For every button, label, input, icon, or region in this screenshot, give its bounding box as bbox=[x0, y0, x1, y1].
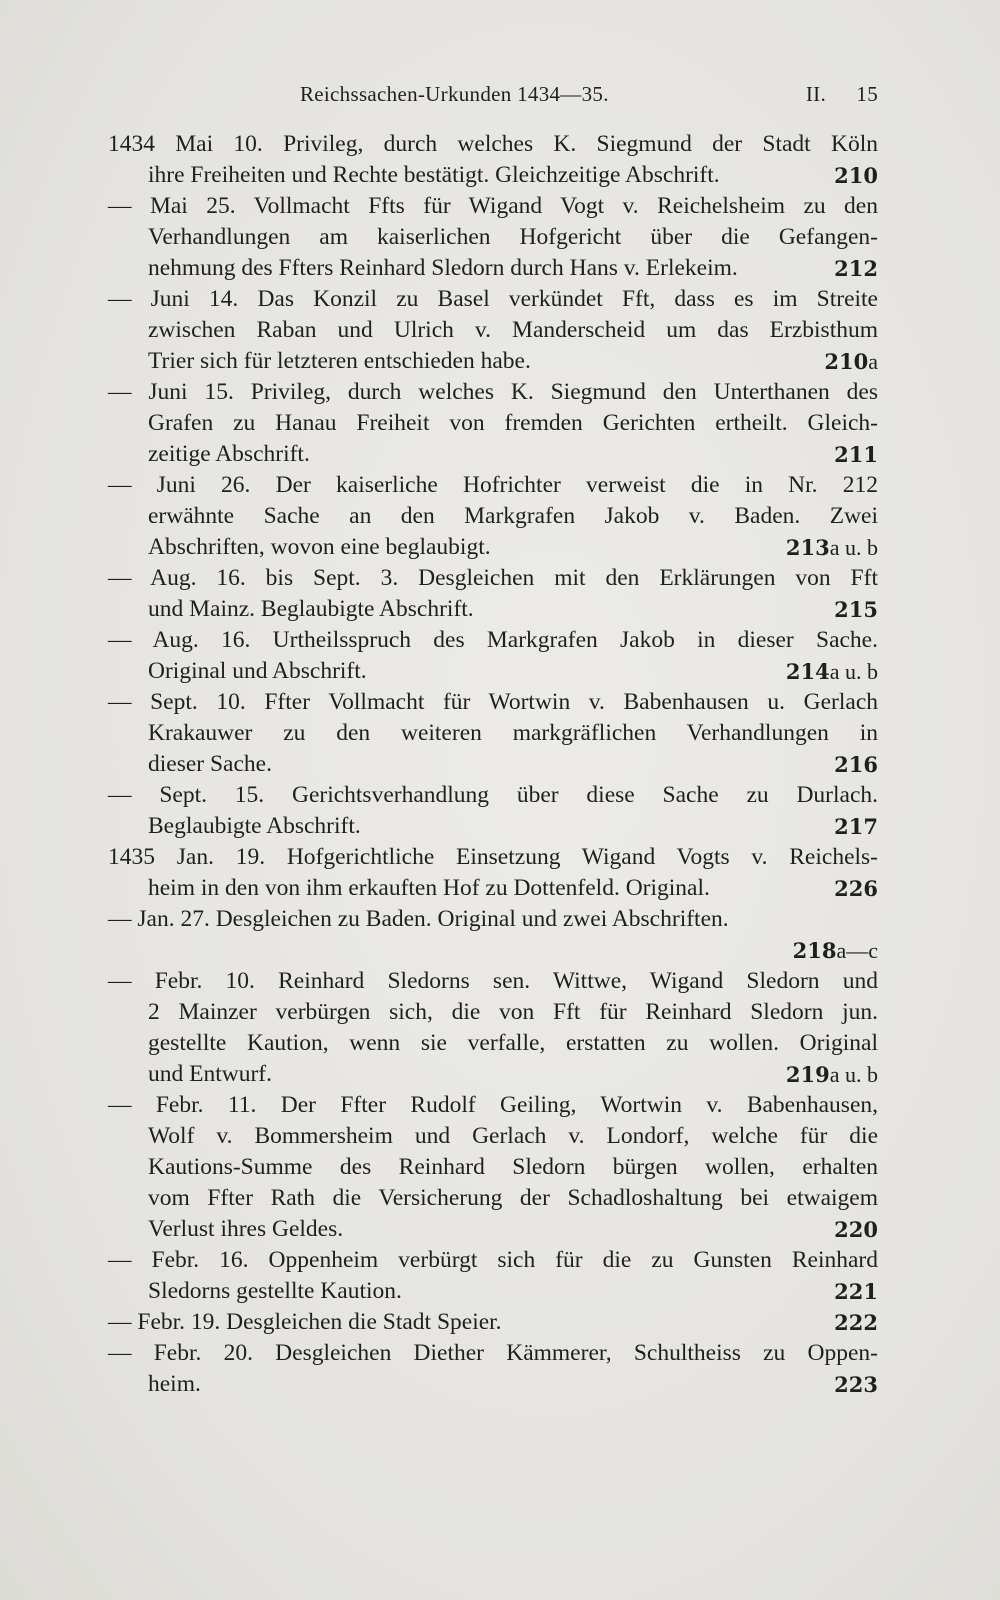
regest-entry bbox=[108, 904, 878, 966]
entry-line: Abschriften, wovon eine beglaubigt. bbox=[148, 534, 491, 560]
entry-number-suffix: a u. b bbox=[829, 1062, 878, 1087]
entry-number bbox=[834, 253, 878, 284]
regest-list bbox=[108, 129, 878, 1400]
entry-line: Original und Abschrift. bbox=[148, 658, 367, 684]
entry-number-value: 218 bbox=[792, 938, 837, 963]
entry-number bbox=[834, 873, 878, 904]
entry-line: — Febr. 20. Desgleichen Diether Kämmerer, Schultheiss zu Oppen- bbox=[108, 1340, 878, 1366]
entry-number-value: 221 bbox=[834, 1279, 878, 1304]
entry-line: Verhandlungen am kaiserlichen Hofgericht über die Gefangen- bbox=[148, 224, 878, 250]
regest-entry bbox=[108, 1245, 878, 1307]
regest-entry bbox=[108, 191, 878, 284]
entry-number bbox=[834, 439, 878, 470]
regest-entry bbox=[108, 377, 878, 470]
entry-number-value: 220 bbox=[834, 1217, 878, 1242]
entry-number-value: 216 bbox=[834, 752, 878, 777]
entry-line: 1434 Mai 10. Privileg, durch welches K. Siegmund der Stadt Köln bbox=[108, 131, 878, 157]
entry-line: — Aug. 16. Urtheilsspruch des Markgrafen Jakob in dieser Sache. bbox=[108, 627, 878, 653]
entry-line: und Mainz. Beglaubigte Abschrift. bbox=[148, 596, 474, 622]
entry-number bbox=[824, 346, 878, 377]
entry-line: Krakauwer zu den weiteren markgräflichen Verhandlungen in bbox=[148, 720, 878, 746]
entry-line: — Sept. 15. Gerichtsverhandlung über diese Sache zu Durlach. bbox=[108, 782, 878, 808]
entry-line: nehmung des Ffters Reinhard Sledorn durch Hans v. Erlekeim. bbox=[148, 255, 738, 281]
regest-entry bbox=[108, 842, 878, 904]
entry-line: Trier sich für letzteren entschieden habe. bbox=[148, 348, 531, 374]
entry-number-suffix: a u. b bbox=[829, 659, 878, 684]
entry-line: 2 Mainzer verbürgen sich, die von Fft für Reinhard Sledorn jun. bbox=[148, 999, 878, 1025]
entry-number-value: 212 bbox=[834, 256, 878, 281]
entry-number-suffix: a—c bbox=[836, 938, 878, 963]
regest-entry bbox=[108, 284, 878, 377]
entry-line: erwähnte Sache an den Markgrafen Jakob v. Baden. Zwei bbox=[148, 503, 878, 529]
entry-line: 1435 Jan. 19. Hofgerichtliche Einsetzung Wigand Vogts v. Reichels- bbox=[108, 844, 878, 870]
entry-line: — Aug. 16. bis Sept. 3. Desgleichen mit den Erklärungen von Fft bbox=[108, 565, 878, 591]
entry-number-value: 210 bbox=[834, 163, 878, 188]
entry-line: Beglaubigte Abschrift. bbox=[148, 813, 361, 839]
regest-entry bbox=[108, 687, 878, 780]
entry-number-value: 214 bbox=[785, 659, 830, 684]
regest-entry bbox=[108, 780, 878, 842]
regest-entry bbox=[108, 1090, 878, 1245]
entry-line: heim in den von ihm erkauften Hof zu Dottenfeld. Original. bbox=[148, 875, 710, 901]
entry-number bbox=[834, 1307, 878, 1338]
regest-entry bbox=[108, 1307, 878, 1338]
regest-entry bbox=[108, 470, 878, 563]
entry-number-value: 223 bbox=[834, 1372, 878, 1397]
entry-line: — Jan. 27. Desgleichen zu Baden. Original und zwei Abschriften. bbox=[108, 906, 729, 932]
entry-number bbox=[108, 935, 878, 966]
entry-number bbox=[834, 594, 878, 625]
entry-number-value: 213 bbox=[785, 535, 830, 560]
entry-line: — Febr. 16. Oppenheim verbürgt sich für die zu Gunsten Reinhard bbox=[108, 1247, 878, 1273]
entry-number-value: 219 bbox=[785, 1062, 830, 1087]
entry-line: Kautions-Summe des Reinhard Sledorn bürgen wollen, erhalten bbox=[148, 1154, 878, 1180]
entry-line: Grafen zu Hanau Freiheit von fremden Gerichten ertheilt. Gleich- bbox=[148, 410, 878, 436]
regest-entry bbox=[108, 966, 878, 1090]
entry-line: vom Ffter Rath die Versicherung der Schadloshaltung bei etwaigem bbox=[148, 1185, 878, 1211]
entry-line: — Juni 26. Der kaiserliche Hofrichter verweist die in Nr. 212 bbox=[108, 472, 878, 498]
running-header bbox=[300, 82, 878, 112]
entry-line: — Febr. 19. Desgleichen die Stadt Speier. bbox=[108, 1309, 502, 1335]
entry-number-value: 226 bbox=[834, 876, 878, 901]
regest-entry bbox=[108, 563, 878, 625]
entry-line: heim. bbox=[148, 1371, 201, 1397]
header-volume: II. bbox=[805, 82, 826, 106]
entry-number bbox=[834, 160, 878, 191]
entry-number bbox=[834, 749, 878, 780]
regest-entry bbox=[108, 625, 878, 687]
entry-line: — Febr. 10. Reinhard Sledorns sen. Wittwe, Wigand Sledorn und bbox=[108, 968, 878, 994]
entry-line: zwischen Raban und Ulrich v. Manderscheid um das Erzbisthum bbox=[148, 317, 878, 343]
entry-number-value: 211 bbox=[834, 442, 878, 467]
entry-line: — Juni 14. Das Konzil zu Basel verkündet Fft, dass es im Streite bbox=[108, 286, 878, 312]
entry-line: zeitige Abschrift. bbox=[148, 441, 310, 467]
entry-number bbox=[834, 1214, 878, 1245]
entry-number bbox=[786, 532, 878, 563]
entry-line: ihre Freiheiten und Rechte bestätigt. Gleichzeitige Abschrift. bbox=[148, 162, 720, 188]
entry-line: Sledorns gestellte Kaution. bbox=[148, 1278, 402, 1304]
entry-number bbox=[786, 656, 878, 687]
entry-number-suffix: a u. b bbox=[829, 535, 878, 560]
entry-number bbox=[834, 811, 878, 842]
entry-number-value: 215 bbox=[834, 597, 878, 622]
entry-number bbox=[834, 1276, 878, 1307]
entry-number-value: 222 bbox=[834, 1310, 878, 1335]
entry-line: — Febr. 11. Der Ffter Rudolf Geiling, Wortwin v. Babenhausen, bbox=[108, 1092, 878, 1118]
entry-number-suffix: a bbox=[868, 349, 878, 374]
entry-line: und Entwurf. bbox=[148, 1061, 273, 1087]
entry-number-value: 217 bbox=[834, 814, 878, 839]
entry-line: — Mai 25. Vollmacht Ffts für Wigand Vogt v. Reichelsheim zu den bbox=[108, 193, 878, 219]
entry-number bbox=[786, 1059, 878, 1090]
entry-number bbox=[834, 1369, 878, 1400]
entry-line: Wolf v. Bommersheim und Gerlach v. Londorf, welche für die bbox=[148, 1123, 878, 1149]
regest-entry bbox=[108, 1338, 878, 1400]
entry-line: — Sept. 10. Ffter Vollmacht für Wortwin v. Babenhausen u. Gerlach bbox=[108, 689, 878, 715]
entry-number-value: 210 bbox=[824, 349, 869, 374]
entry-line: gestellte Kaution, wenn sie verfalle, erstatten zu wollen. Original bbox=[148, 1030, 878, 1056]
entry-line: — Juni 15. Privileg, durch welches K. Siegmund den Unterthanen des bbox=[108, 379, 878, 405]
entry-line: dieser Sache. bbox=[148, 751, 272, 777]
entry-line: Verlust ihres Geldes. bbox=[148, 1216, 344, 1242]
regest-entry bbox=[108, 129, 878, 191]
header-title: Reichssachen-Urkunden 1434—35. bbox=[300, 82, 609, 106]
page-number: 15 bbox=[856, 82, 878, 106]
